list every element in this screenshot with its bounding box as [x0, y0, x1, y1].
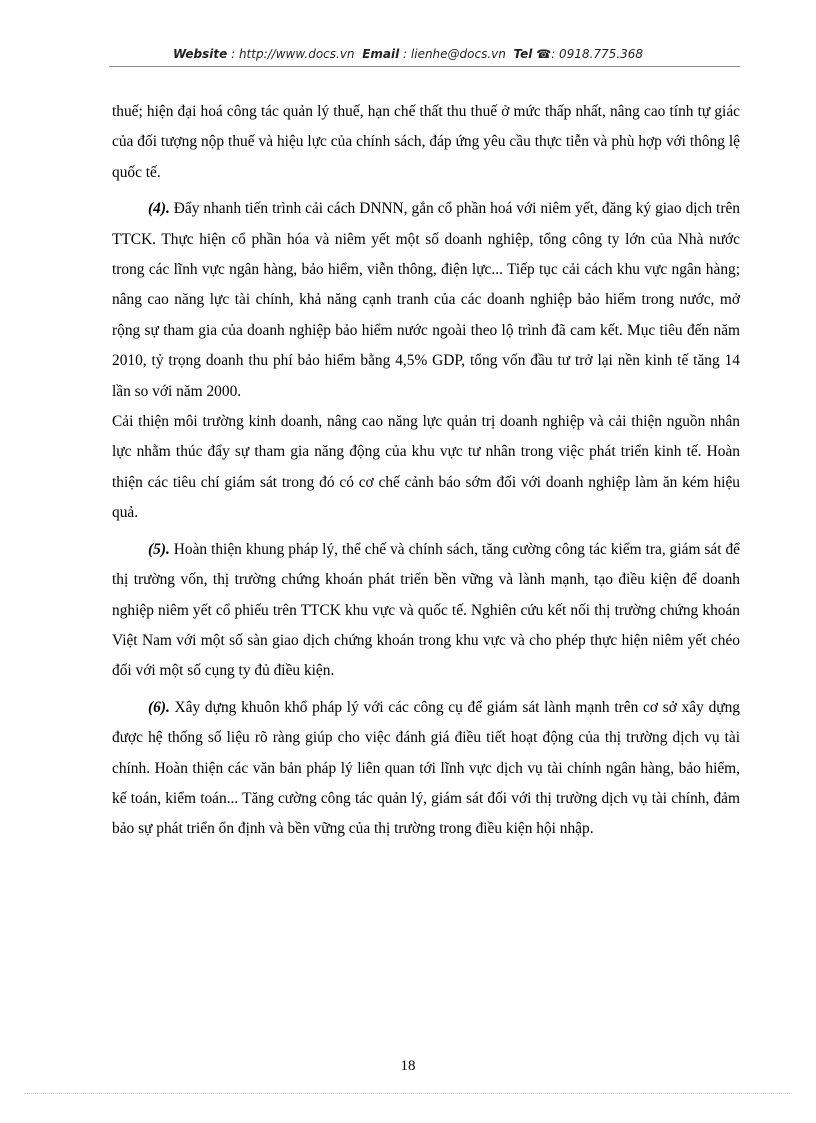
website-label: Website	[172, 47, 228, 61]
email-label: Email	[362, 47, 400, 61]
item-number-5: (5).	[148, 540, 170, 558]
paragraph-2	[112, 194, 740, 407]
tel-value: : 0918.775.368	[551, 47, 644, 61]
item-number-4: (4).	[148, 200, 170, 218]
header-divider	[109, 66, 740, 67]
item-number-6: (6).	[148, 698, 170, 716]
paragraph-5-text: Xây dựng khuôn khổ pháp lý với các công cụ để giám sát lành mạnh trên cơ sở xây dựng được hệ thống số liệu rõ ràng giúp cho việc đánh giá điều tiết hoạt động của thị trường dịch vụ tài chính. Hoàn thiện các văn bản pháp lý liên quan tới lĩnh vực dịch vụ tài chính ngân hàng, bảo hiểm, kế toán, kiểm toán... Tăng cường công tác quản lý, giám sát đối với thị trường dịch vụ tài chính, đảm bảo sự phát triển ổn định và bền vững của thị trường trong điều kiện hội nhập.	[112, 698, 740, 838]
page-number: 18	[400, 1058, 416, 1074]
paragraph-4	[112, 535, 740, 687]
phone-icon: ☎	[536, 47, 552, 61]
page-header	[0, 47, 816, 61]
website-url: : http://www.docs.vn	[231, 47, 355, 61]
paragraph-5	[112, 693, 740, 845]
paragraph-3: Cải thiện môi trường kinh doanh, nâng cao năng lực quản trị doanh nghiệp và cải thiện nguồn nhân lực nhằm thúc đẩy sự tham gia năng động của khu vực tư nhân trong việc phát triển kinh tế. Hoàn thiện các tiêu chí giám sát trong đó có cơ chế cảnh báo sớm đối với doanh nghiệp làm ăn kém hiệu quả.	[112, 413, 740, 522]
footer-divider	[24, 1093, 792, 1094]
email-value: : lienhe@docs.vn	[403, 47, 506, 61]
document-body	[112, 97, 740, 845]
paragraph-1: thuế; hiện đại hoá công tác quản lý thuế, hạn chế thất thu thuế ở mức thấp nhất, nâng cao tính tự giác của đối tượng nộp thuế và hiệu lực của chính sách, đáp ứng yêu cầu thực tiễn và phù hợp với thông lệ quốc tế.	[112, 103, 740, 181]
paragraph-2-text: Đẩy nhanh tiến trình cải cách DNNN, gắn cổ phần hoá với niêm yết, đăng ký giao dịch trên TTCK. Thực hiện cổ phần hóa và niêm yết một số doanh nghiệp, tổng công ty lớn của Nhà nước trong các lĩnh vực ngân hàng, bảo hiểm, viễn thông, điện lực... Tiếp tục cải cách khu vực ngân hàng; nâng cao năng lực tài chính, khả năng cạnh tranh của các doanh nghiệp bảo hiểm trong nước, mở rộng sự tham gia của doanh nghiệp bảo hiểm nước ngoài theo lộ trình đã cam kết. Mục tiêu đến năm 2010, tỷ trọng doanh thu phí bảo hiểm bằng 4,5% GDP, tổng vốn đầu tư trở lại nền kinh tế tăng 14 lần so với năm 2000.	[112, 200, 740, 400]
paragraph-4-text: Hoàn thiện khung pháp lý, thể chế và chính sách, tăng cường công tác kiểm tra, giám sát để thị trường vốn, thị trường chứng khoán phát triển bền vững và lành mạnh, tạo điều kiện để doanh nghiệp niêm yết cổ phiếu trên TTCK khu vực và quốc tế. Nghiên cứu kết nối thị trường chứng khoán Việt Nam với một số sàn giao dịch chứng khoán trong khu vực và cho phép thực hiện niêm yết chéo đối với một số cụng ty đủ điều kiện.	[112, 540, 740, 680]
tel-label: Tel	[513, 47, 533, 61]
